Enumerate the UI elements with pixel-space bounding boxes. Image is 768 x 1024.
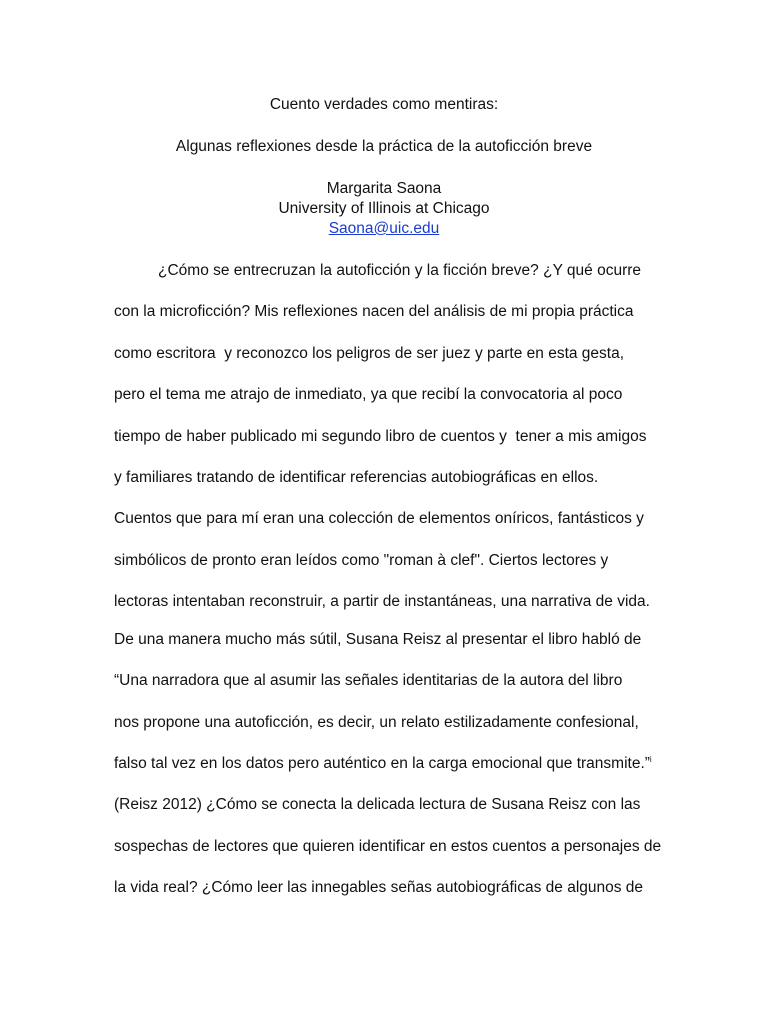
body-line-11: “Una narradora que al asumir las señales identitarias de la autora del libro bbox=[114, 672, 623, 689]
body-line-4: pero el tema me atrajo de inmediato, ya que recibí la convocatoria al poco bbox=[114, 386, 623, 403]
author-affiliation: University of Illinois at Chicago bbox=[278, 200, 490, 217]
body-line-13 bbox=[114, 754, 652, 774]
document-title: Cuento verdades como mentiras: bbox=[269, 96, 499, 113]
body-line-14: (Reisz 2012) ¿Cómo se conecta la delicada lectura de Susana Reisz con las bbox=[114, 796, 641, 813]
body-line-12: nos propone una autoficción, es decir, un relato estilizadamente confesional, bbox=[114, 714, 639, 731]
body-line-8: simbólicos de pronto eran leídos como "roman à clef". Ciertos lectores y bbox=[114, 552, 609, 569]
body-line-5: tiempo de haber publicado mi segundo libro de cuentos y tener a mis amigos bbox=[114, 428, 647, 445]
body-line-1: ¿Cómo se entrecruzan la autoficción y la ficción breve? ¿Y qué ocurre bbox=[158, 262, 642, 279]
body-line-2: con la microficción? Mis reflexiones nacen del análisis de mi propia práctica bbox=[114, 303, 634, 320]
body-line-13-text: falso tal vez en los datos pero auténtico en la carga emocional que transmite.” bbox=[114, 755, 650, 772]
author-email-line bbox=[0, 219, 768, 239]
author-name: Margarita Saona bbox=[326, 180, 442, 197]
body-line-9: lectoras intentaban reconstruir, a partir de instantáneas, una narrativa de vida. bbox=[114, 593, 650, 610]
body-line-10: De una manera mucho más sútil, Susana Reisz al presentar el libro habló de bbox=[114, 631, 642, 648]
author-email-link[interactable]: Saona@uic.edu bbox=[328, 220, 440, 237]
footnote-marker[interactable]: i bbox=[649, 754, 652, 764]
body-line-16: la vida real? ¿Cómo leer las innegables señas autobiográficas de algunos de bbox=[114, 879, 644, 896]
body-line-15: sospechas de lectores que quieren identificar en estos cuentos a personajes de bbox=[114, 838, 662, 855]
body-line-6: y familiares tratando de identificar referencias autobiográficas en ellos. bbox=[114, 469, 599, 486]
body-line-7: Cuentos que para mí eran una colección de elementos oníricos, fantásticos y bbox=[114, 510, 644, 527]
body-line-3: como escritora y reconozco los peligros de ser juez y parte en esta gesta, bbox=[114, 345, 625, 362]
document-subtitle: Algunas reflexiones desde la práctica de la autoficción breve bbox=[175, 138, 593, 155]
